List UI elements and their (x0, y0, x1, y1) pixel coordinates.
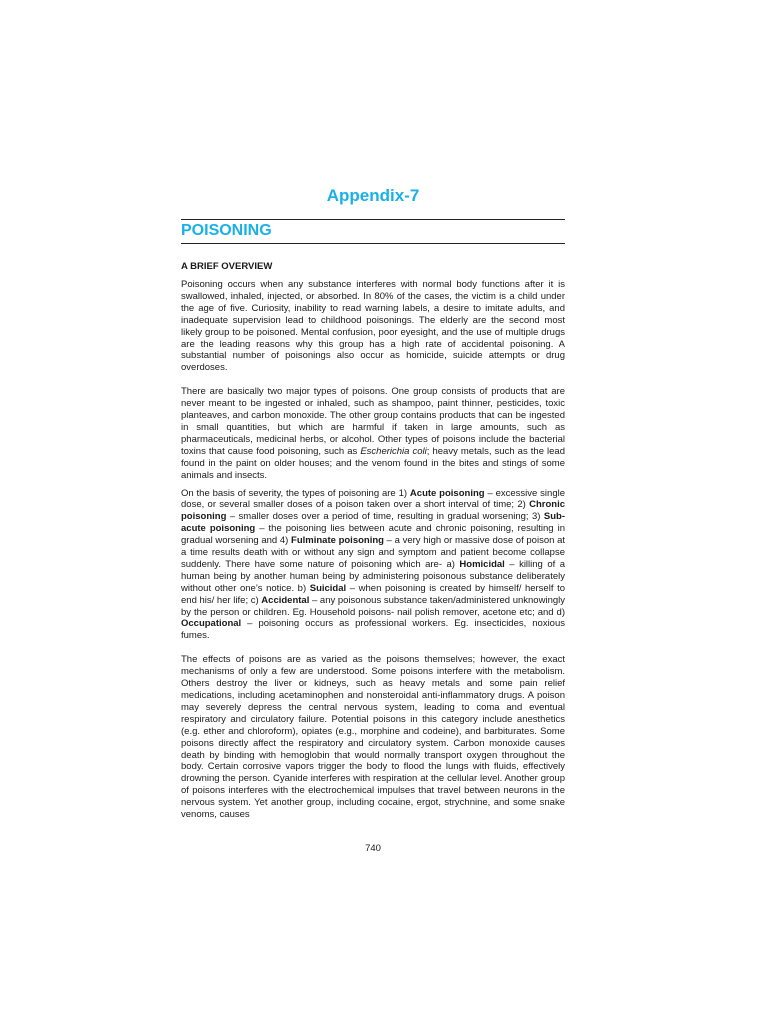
paragraph-types-text-a: There are basically two major types of poisons. One group consists of products that are never meant to be ingested or inhaled, such as shampoo, paint thinner, pesticides, toxic planteaves, and carbon monoxide. The other group contains products that can be ingested in small quantities, but which are harmful if taken in large amounts, such as pharmaceuticals, medicinal herbs, or alcohol. Other types of poisons include the bacterial toxins that cause food poisoning, such as (181, 386, 565, 457)
term-chronic: Chronic poisoning (181, 499, 565, 523)
severity-text: – excessive single dose, or several smaller doses of a poison taken over a short interval of time; 2) (181, 487, 566, 511)
appendix-heading: Appendix-7 (326, 186, 420, 205)
severity-text: – a very high or massive dose of poison at a time results death with or without any sign and symptom and patient become collapse suddenly. There have some nature of poisoning which are- a) (181, 535, 565, 570)
term-occupational: Occupational (181, 618, 242, 630)
species-name: Escherichia coli (360, 445, 427, 457)
body-text (181, 279, 565, 827)
severity-text: – poisoning occurs as professional workers. Eg. insecticides, noxious fumes. (181, 618, 565, 642)
paragraph-intro: Poisoning occurs when any substance interferes with normal body functions after it is swallowed, inhaled, injected, or absorbed. In 80% of the cases, the victim is a child under the age of five. Curiosity, inability to read warning labels, a desire to imitate adults, and inadequate supervision lead to childhood poisonings. The elderly are the second most likely group to be poisoned. Mental confusion, poor eyesight, and the use of multiple drugs are the leading reasons why this group has a high rate of accidental poisoning. A substantial number of poisonings also occur as homicide, suicide attempts or drug overdoses. (181, 279, 565, 374)
title-rule-bottom (181, 243, 565, 244)
severity-text: – smaller doses over a period of time, resulting in gradual worsening; 3) (226, 511, 544, 523)
paragraph-types (181, 386, 565, 481)
severity-text: – the poisoning lies between acute and chronic poisoning, resulting in gradual worsening and 4) (181, 523, 565, 547)
severity-text: – when poisoning is created by himself/ herself to end his/ her life; c) (181, 582, 565, 606)
severity-text: – killing of a human being by another human being by administering poisonous substance deliberately without other one’s notice. b) (181, 558, 566, 594)
paragraph-effects: The effects of poisons are as varied as the poisons themselves; however, the exact mechanisms of only a few are understood. Some poisons interfere with the metabolism. Others destroy the liver or kidneys, such as heavy metals and some pain relief medications, including acetaminophen and nonsteroidal anti-inflammatory drugs. A poison may severely depress the central nervous system, leading to coma and eventual respiratory and circulatory failure. Potential poisons in this category include anesthetics (e.g. ether and chloroform), opiates (e.g., morphine and codeine), and barbiturates. Some poisons directly affect the respiratory and circulatory system. Carbon monoxide causes death by binding with hemoglobin that would normally transport oxygen throughout the body. Certain corrosive vapors trigger the body to flood the lungs with fluids, effectively drowning the person. Cyanide interferes with respiration at the cellular level. Another group of poisons interferes with the electrochemical impulses that travel between neurons in the nervous system. Yet another group, including cocaine, ergot, strychnine, and some snake venoms, causes (181, 654, 565, 821)
term-fulminate: Fulminate poisoning (291, 535, 384, 547)
section-subheading: A BRIEF OVERVIEW (181, 261, 273, 272)
term-subacute: Sub-acute poisoning (181, 511, 565, 535)
title-rule-top (181, 219, 565, 220)
paragraph-types-text-b: ; heavy metals, such as the lead found in the paint on older houses; and the venom found in the bites and stings of some animals and insects. (181, 445, 566, 481)
page-number: 740 (365, 843, 381, 854)
severity-text: On the basis of severity, the types of poisoning are 1) (181, 487, 410, 499)
term-accidental: Accidental (261, 594, 310, 606)
paragraph-severity (181, 488, 565, 643)
severity-text: – any poisonous substance taken/administered unknowingly by the person or children. Eg. Household poisons- nail polish remover, acetone etc; and d) (181, 594, 565, 618)
term-acute: Acute poisoning (409, 487, 485, 499)
term-homicidal: Homicidal (459, 558, 505, 570)
page-title: POISONING (181, 222, 272, 239)
term-suicidal: Suicidal (309, 582, 347, 594)
